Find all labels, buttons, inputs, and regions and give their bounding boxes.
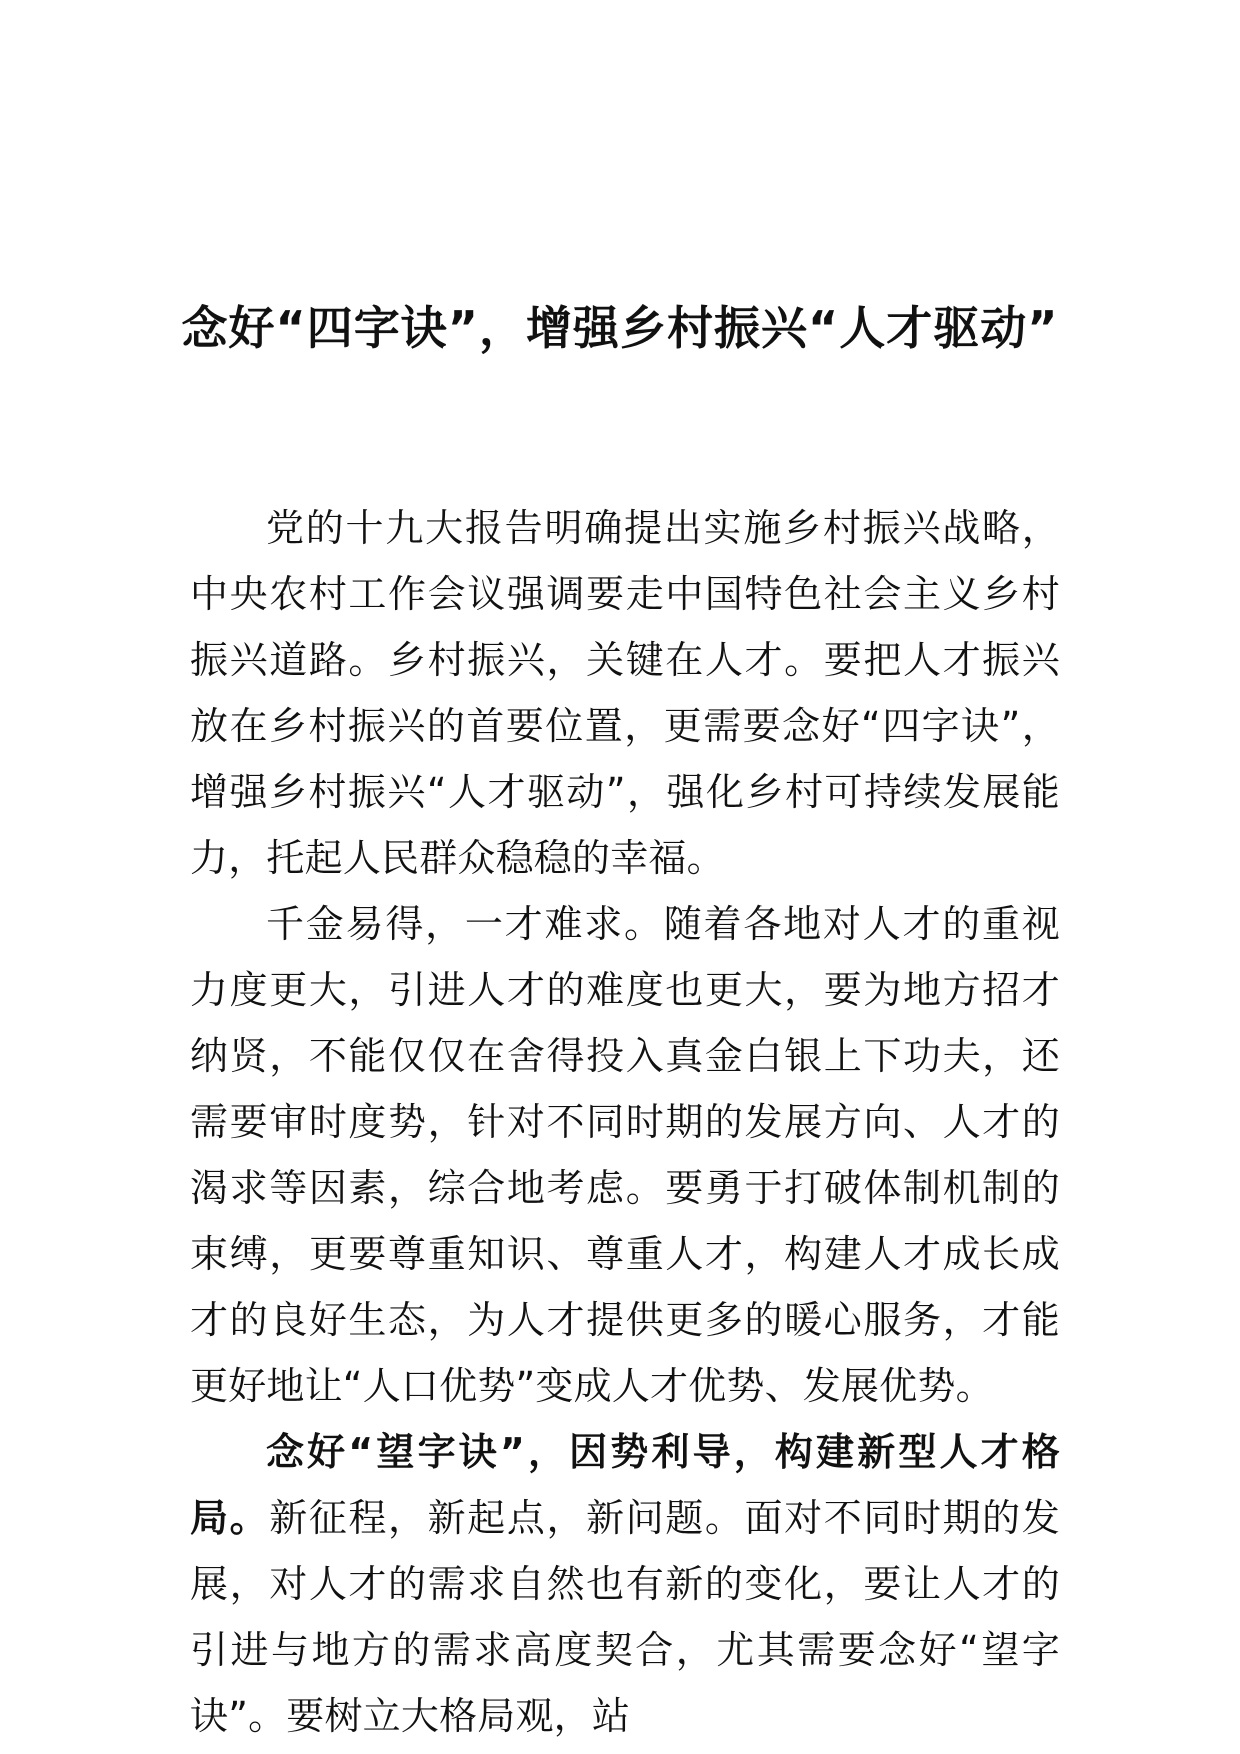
paragraph-3-text: 新征程，新起点，新问题。面对不同时期的发展，对人才的需求自然也有新的变化，要让人才的引进与地方的需求高度契合，尤其需要念好“望字诀”。要树立大格局观，站 xyxy=(190,1496,1060,1738)
paragraph-1 xyxy=(190,495,1060,891)
document-title: 念好“四字诀”，增强乡村振兴“人才驱动” xyxy=(181,301,1059,355)
paragraph-2-text: 千金易得，一才难求。随着各地对人才的重视力度更大，引进人才的难度也更大，要为地方招才纳贤，不能仅仅在舍得投入真金白银上下功夫，还需要审时度势，针对不同时期的发展方向、人才的渴求等因素，综合地考虑。要勇于打破体制机制的束缚，更要尊重知识、尊重人才，构建人才成长成才的良好生态，为人才提供更多的暖心服务，才能更好地让“人口优势”变成人才优势、发展优势。 xyxy=(190,902,1060,1408)
paragraph-2 xyxy=(190,891,1060,1419)
paragraph-3 xyxy=(190,1419,1060,1749)
paragraph-1-text: 党的十九大报告明确提出实施乡村振兴战略，中央农村工作会议强调要走中国特色社会主义乡村振兴道路。乡村振兴，关键在人才。要把人才振兴放在乡村振兴的首要位置，更需要念好“四字诀”，增强乡村振兴“人才驱动”，强化乡村可持续发展能力，托起人民群众稳稳的幸福。 xyxy=(190,506,1060,880)
paragraph-3-lead-sentence: 念好“望字诀”，因势利导，构建新型人才格局。 xyxy=(190,1430,1060,1540)
document-body xyxy=(190,495,1060,1749)
